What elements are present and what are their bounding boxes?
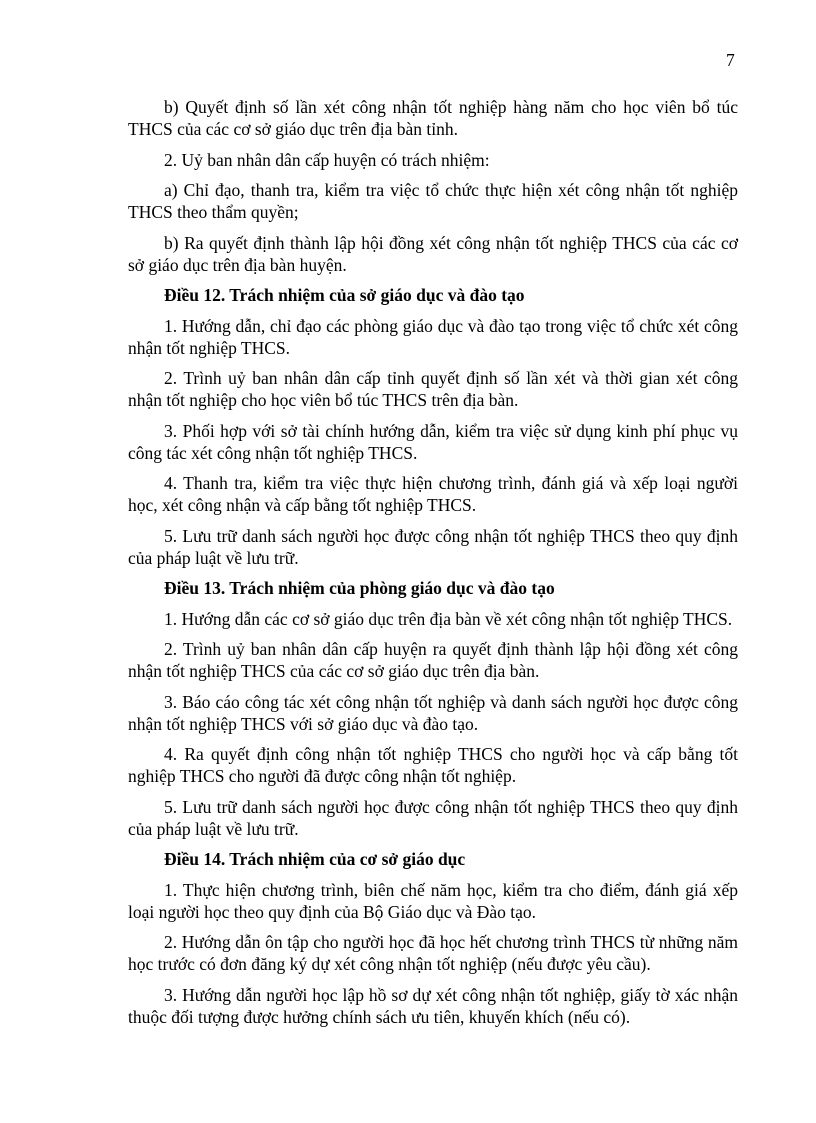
article-heading: Điều 12. Trách nhiệm của sở giáo dục và đào tạo [164,285,525,305]
paragraph: 1. Hướng dẫn các cơ sở giáo dục trên địa bàn về xét công nhận tốt nghiệp THCS. [164,608,733,629]
page-number: 7 [726,50,735,70]
paragraph: b) Ra quyết định thành lập hội đồng xét công nhận tốt nghiệp THCS của các cơ sở giáo dục trên địa bàn huyện. [128,232,738,275]
paragraph: 2. Uỷ ban nhân dân cấp huyện có trách nhiệm: [164,149,490,170]
paragraph: 3. Báo cáo công tác xét công nhận tốt nghiệp và danh sách người học được công nhận tốt nghiệp THCS với sở giáo dục và đào tạo. [128,691,738,734]
paragraph: 1. Thực hiện chương trình, biên chế năm học, kiểm tra cho điểm, đánh giá xếp loại người học theo quy định của Bộ Giáo dục và Đào tạo. [128,879,738,922]
article-heading: Điều 14. Trách nhiệm của cơ sở giáo dục [164,849,466,869]
paragraph: 5. Lưu trữ danh sách người học được công nhận tốt nghiệp THCS theo quy định của pháp luật về lưu trữ. [128,796,738,839]
paragraph: 4. Thanh tra, kiểm tra việc thực hiện chương trình, đánh giá và xếp loại người học, xét công nhận và cấp bằng tốt nghiệp THCS. [128,473,738,515]
paragraph: 3. Phối hợp với sở tài chính hướng dẫn, kiểm tra việc sử dụng kinh phí phục vụ công tác xét công nhận tốt nghiệp THCS. [128,420,738,463]
paragraph: 2. Hướng dẫn ôn tập cho người học đã học hết chương trình THCS từ những năm học trước có đơn đăng ký dự xét công nhận tốt nghiệp (nếu được yêu cầu). [128,932,738,974]
paragraph: 3. Hướng dẫn người học lập hồ sơ dự xét công nhận tốt nghiệp, giấy tờ xác nhận thuộc đối tượng được hưởng chính sách ưu tiên, khuyến khích (nếu có). [128,984,738,1027]
paragraph: 2. Trình uỷ ban nhân dân cấp huyện ra quyết định thành lập hội đồng xét công nhận tốt nghiệp THCS của các cơ sở giáo dục trên địa bàn. [128,639,738,681]
paragraph: 5. Lưu trữ danh sách người học được công nhận tốt nghiệp THCS theo quy định của pháp luật về lưu trữ. [128,525,738,568]
paragraph: 2. Trình uỷ ban nhân dân cấp tỉnh quyết định số lần xét và thời gian xét công nhận tốt nghiệp cho học viên bổ túc THCS trên địa bàn. [128,368,738,410]
paragraph: 1. Hướng dẫn, chỉ đạo các phòng giáo dục và đào tạo trong việc tổ chức xét công nhận tốt nghiệp THCS. [128,315,738,358]
paragraph: b) Quyết định số lần xét công nhận tốt nghiệp hàng năm cho học viên bổ túc THCS của các cơ sở giáo dục trên địa bàn tỉnh. [128,97,738,139]
paragraph: 4. Ra quyết định công nhận tốt nghiệp THCS cho người học và cấp bằng tốt nghiệp THCS cho người đã được công nhận tốt nghiệp. [128,744,738,786]
document-body [128,96,738,1036]
paragraph: a) Chỉ đạo, thanh tra, kiểm tra việc tổ chức thực hiện xét công nhận tốt nghiệp THCS theo thẩm quyền; [128,180,738,222]
article-heading: Điều 13. Trách nhiệm của phòng giáo dục và đào tạo [164,578,555,598]
